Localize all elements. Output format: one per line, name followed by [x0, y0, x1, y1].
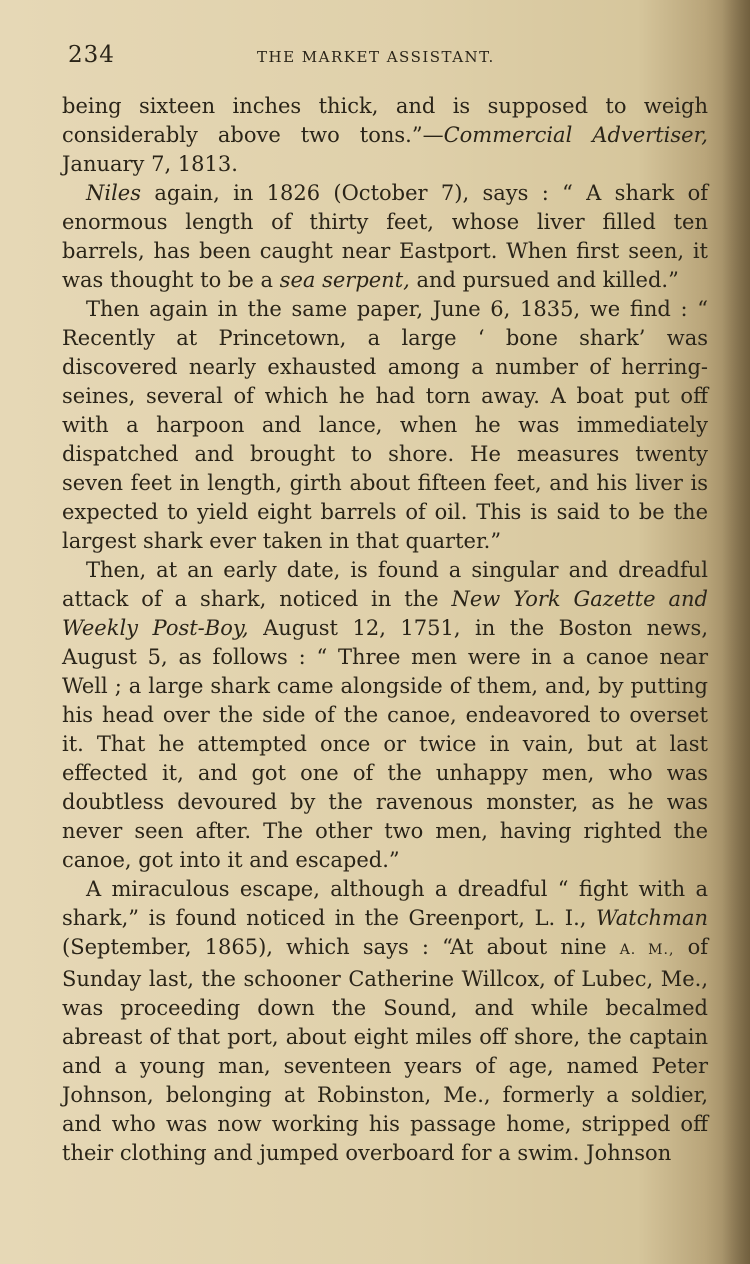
paragraph-2 — [62, 179, 708, 295]
paragraph-text: January 7, 1813. — [62, 152, 238, 176]
page-number: 234 — [68, 42, 115, 68]
paragraph-text: (September, 1865), which says : “At about nine — [62, 935, 620, 959]
paragraph-text: of Sunday last, the schooner Catherine Willcox, of Lubec, Me., was proceeding down the Sound, and while becalmed abreast of that port, about eight miles off shore, the captain and a young man, seventeen years of age, named Peter Johnson, belonging at Robinston, Me., formerly a soldier, and who was now working his passage home, stripped off their clothing and jumped overboard for a swim. Johnson — [62, 935, 709, 1165]
running-title: THE MARKET ASSISTANT. — [257, 48, 495, 66]
paragraph-text: Then, at an early date, is found a singular and dreadful attack of a shark, noticed in the — [62, 558, 708, 611]
small-caps-time: A. M., — [619, 942, 675, 958]
page-edge-shadow — [722, 0, 750, 1264]
paragraph-text: A miraculous escape, although a dreadful “ fight with a shark,” is found noticed in the Greenport, L. I., — [62, 877, 708, 930]
page-header — [62, 42, 712, 78]
paragraph-text: being sixteen inches thick, and is supposed to weigh considerably above two tons.”— — [62, 94, 708, 147]
paragraph-4 — [62, 556, 708, 875]
paragraph-5 — [62, 875, 708, 1168]
italic-source: Commercial Advertiser, — [443, 123, 708, 147]
body-text — [62, 92, 708, 1168]
paragraph-text: and pursued and killed.” — [409, 268, 679, 292]
paragraph-text: August 12, 1751, in the Boston news, August 5, as follows : “ Three men were in a canoe near Well ; a large shark came alongside of them, and, by putting his head over the side of the canoe, endeavored to overset it. That he attempted once or twice in vain, but at last effected it, and got one of the unhappy men, who was doubtless devoured by the ravenous monster, as he was never seen after. The other two men, having righted the canoe, got into it and escaped.” — [62, 616, 708, 872]
italic-source: New York Gazette and Weekly Post-Boy, — [62, 587, 708, 640]
italic-source: Niles — [86, 181, 142, 205]
italic-phrase: sea serpent, — [279, 268, 410, 292]
paragraph-text: Then again in the same paper, June 6, 1835, we find : “ Recently at Princetown, a large ‘ bone shark’ was discovered nearly exhausted among a number of herring-seines, several of which he had torn away. A boat put off with a harpoon and lance, when he was immediately dispatched and brought to shore. He measures twenty seven feet in length, girth about fifteen feet, and his liver is expected to yield eight barrels of oil. This is said to be the largest shark ever taken in that quarter.” — [62, 297, 708, 553]
paragraph-text: again, in 1826 (October 7), says : “ A shark of enormous length of thirty feet, whose liver filled ten barrels, has been caught near Eastport. When first seen, it was thought to be a — [62, 181, 708, 292]
italic-source: Watchman — [596, 906, 708, 930]
paragraph-1 — [62, 92, 708, 179]
paragraph-3 — [62, 295, 708, 556]
